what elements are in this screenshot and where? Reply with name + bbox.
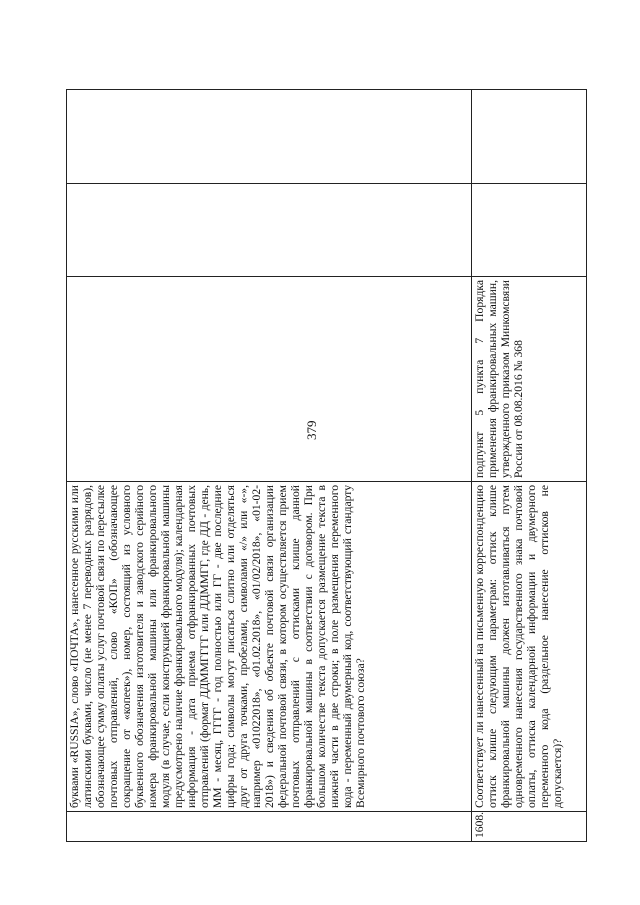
table-row bbox=[472, 90, 587, 842]
requirements-table bbox=[66, 89, 587, 842]
note-cell-empty bbox=[67, 90, 472, 184]
row-number-cell-empty bbox=[67, 812, 472, 842]
page-number: 379 bbox=[304, 420, 319, 440]
rotated-table-wrapper bbox=[66, 90, 586, 842]
note-cell bbox=[472, 90, 587, 184]
document-cell-empty bbox=[67, 277, 472, 482]
answer-cell bbox=[472, 184, 587, 277]
answer-cell-empty bbox=[67, 184, 472, 277]
document-reference-cell: подпункт 5 пункта 7 Порядка применения франкировальных машин, утвержденного приказом Минкомсвязи России от 08.08.2016 № 368 bbox=[472, 277, 587, 482]
table-row bbox=[67, 90, 472, 842]
question-cell: Соответствует ли нанесенный на письменную корреспонденцию оттиск клише следующим параметрам: оттиск клише франкировальной машины должен изготавливаться путем одновременного нанесения государственного знака почтовой оплаты, оттиска календарной информации и двумерного переменного кода (раздельное нанесение оттисков не допускается)? bbox=[472, 482, 587, 812]
continuation-text-cell: буквами «RUSSIA», слово «ПОЧТА», нанесенное русскими или латинскими буквами, число (не менее 7 переводных разрядов), обозначающее сумму оплаты услуг почтовой связи по пересылке почтовых отправлений, слово «КОП» (обозначающее сокращение от «копеек»), номер, состоящий из условного буквенного обозначения изготовителя и заводского серийного номера франкировальной машины или франкировального модуля (в случае, если конструкцией франкировальной машины предусмотрено наличие франкировального модуля); календарная информация - дата приема отфранкированных почтовых отправлений (формат ДДММГГГГ или ДДММГГ, где ДД - день, ММ - месяц, ГГГГ - год полностью или ГГ - две последние цифры года; символы могут писаться слитно или отделяться друг от друга точками, пробелами, символами «/» или «-», например «01022018», «01.02.2018», «01/02/2018», «01-02-2018») и сведения об объекте почтовой связи организации федеральной почтовой связи, в котором осуществляется прием почтовых отправлений с оттисками клише данной франкировальной машины в соответствии с договором. При большом количестве текста допускается размещение текста в нижней части в две строки; в поле размещения переменного кода - переменный двумерный код, соответствующий стандарту Всемирного почтового союза? bbox=[67, 482, 472, 812]
row-number-cell: 1608. bbox=[472, 812, 587, 842]
